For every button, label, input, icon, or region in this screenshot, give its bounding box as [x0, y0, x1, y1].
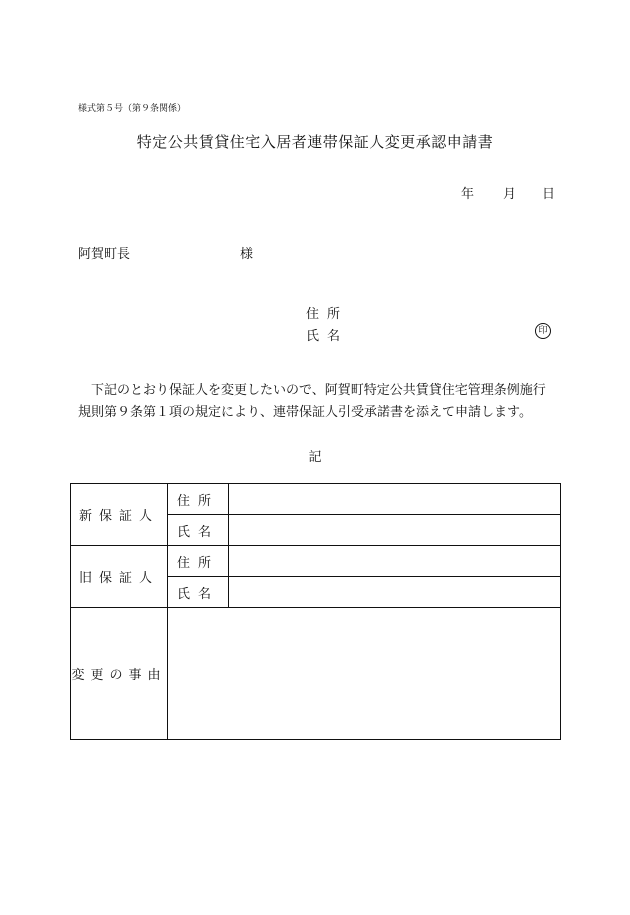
reason-label: 変更の事由 — [71, 608, 168, 740]
honorific: 様 — [240, 247, 254, 262]
new-name-field[interactable] — [229, 515, 561, 546]
date-day-label: 日 — [542, 187, 556, 202]
ki-heading: 記 — [308, 450, 322, 465]
applicant-address-label: 住所 — [306, 307, 349, 322]
new-address-field[interactable] — [229, 484, 561, 515]
old-address-label: 住所 — [168, 546, 229, 577]
new-address-label: 住所 — [168, 484, 229, 515]
date-year-label: 年 — [461, 187, 475, 202]
table-row — [71, 484, 561, 515]
old-name-label: 氏名 — [168, 577, 229, 608]
document-title: 特定公共賃貸住宅入居者連帯保証人変更承認申請書 — [136, 133, 494, 151]
reason-field[interactable] — [168, 608, 561, 740]
new-guarantor-label: 新保証人 — [71, 484, 168, 546]
applicant-name-label: 氏名 — [306, 329, 349, 344]
date-month-label: 月 — [503, 187, 517, 202]
body-paragraph: 下記のとおり保証人を変更したいので、阿賀町特定公共賃貸住宅管理条例施行規則第９条第１項の規定により、連帯保証人引受承諾書を添えて申請します。 — [78, 383, 546, 420]
new-name-label: 氏名 — [168, 515, 229, 546]
seal-mark: 印 — [535, 323, 551, 339]
old-address-field[interactable] — [229, 546, 561, 577]
table-row — [71, 546, 561, 577]
form-number: 様式第５号（第９条関係） — [78, 104, 187, 114]
guarantor-table — [70, 483, 561, 740]
old-name-field[interactable] — [229, 577, 561, 608]
table-row — [71, 608, 561, 740]
addressee: 阿賀町長 — [78, 247, 131, 262]
old-guarantor-label: 旧保証人 — [71, 546, 168, 608]
